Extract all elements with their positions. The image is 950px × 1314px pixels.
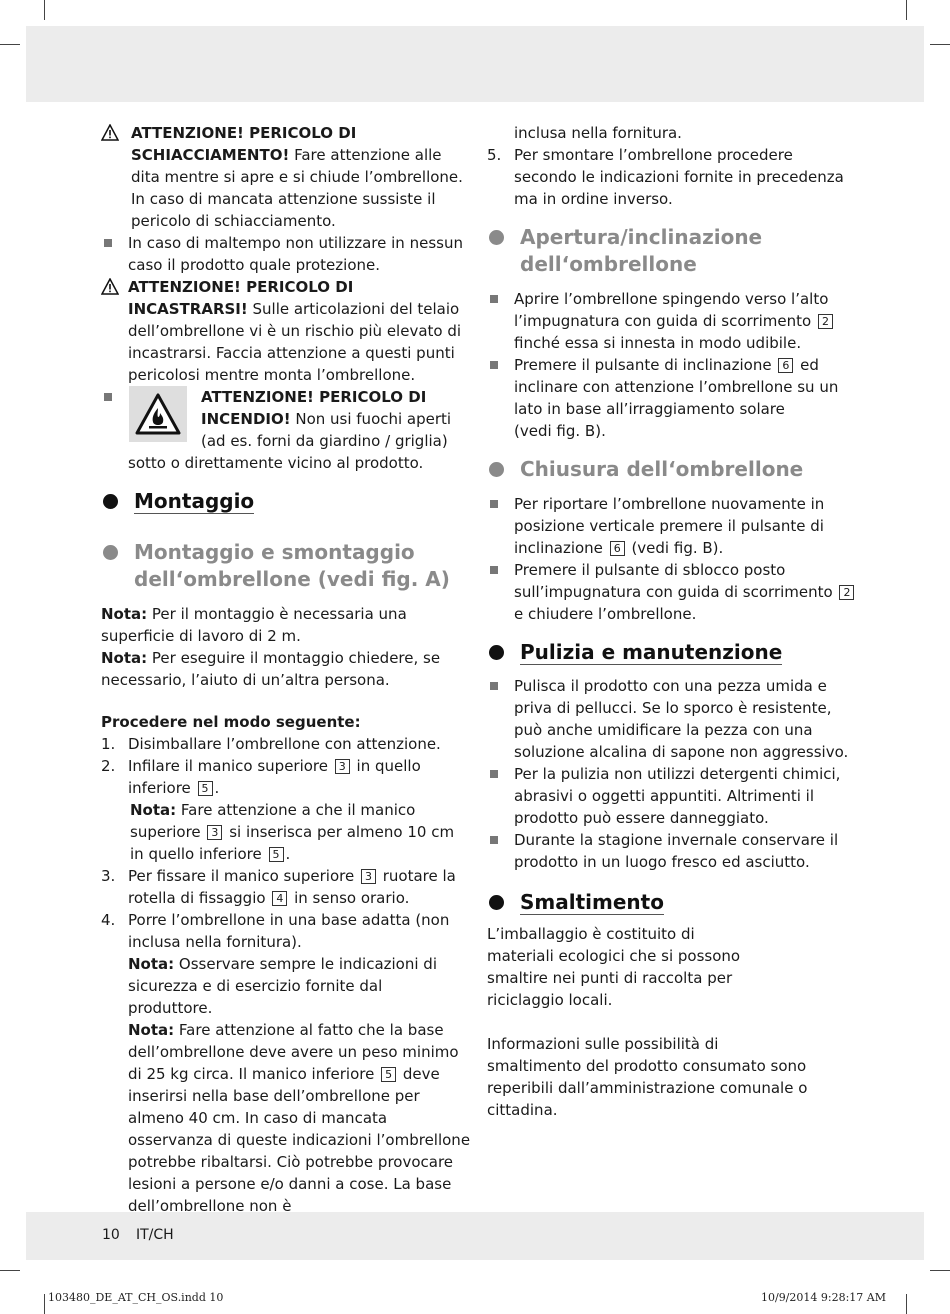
notes-block: Nota: Per il montaggio è necessaria una superficie di lavoro di 2 m. Nota: Per eseguire il montaggio chiedere, se necessario, l’aiuto di un’altra persona. — [101, 605, 441, 689]
heading-montaggio-smontaggio: Montaggio e smontaggio dell‘ombrellone (vedi fig. A) — [101, 539, 471, 593]
left-column — [101, 122, 471, 1217]
bullet-close: Premere il pulsante di sblocco posto sull’impugnatura con guida di scorrimento 2 e chiudere l’ombrellone. — [487, 559, 857, 625]
step-3: 3. Per fissare il manico superiore 3 ruotare la rotella di fissaggio 4 in senso orario. — [101, 867, 456, 907]
warning-crush-text: ATTENZIONE! PERICOLO DI SCHIACCIAMENTO! Fare attenzione alle dita mentre si apre e si chiude l’ombrellone. In caso di mancata attenzione sussiste il pericolo di schiacciamento. — [131, 124, 463, 230]
bullet-clean-1: Pulisca il prodotto con una pezza umida e priva di pellucci. Se lo sporco è resistente, può anche umidificare la pezza con una soluzione alcalina di sapone non aggressivo. — [487, 675, 857, 763]
bullet-dot-icon — [489, 230, 504, 245]
procedure-heading: Procedere nel modo seguente: — [101, 713, 361, 731]
bullet-open: Aprire l’ombrellone spingendo verso l’alto l’impugnatura con guida di scorrimento 2 finché essa si innesta in modo udibile. — [487, 288, 857, 354]
warning-fire: ATTENZIONE! PERICOLO DI INCENDIO! Non usi fuochi aperti (ad es. forni da giardino / griglia) sotto o direttamente vicino al prodotto. — [101, 386, 471, 474]
square-bullet-icon — [490, 682, 498, 690]
square-bullet-icon — [490, 500, 498, 508]
square-bullet-icon — [490, 295, 498, 303]
disposal-text-1: L’imballaggio è costituito di materiali ecologici che si possono smaltire nei punti di raccolta per riciclaggio locali. — [487, 925, 741, 1009]
bullet-clean-2: Per la pulizia non utilizzi detergenti chimici, abrasivi o oggetti appuntiti. Altrimenti il prodotto può essere danneggiato. — [487, 763, 857, 829]
language-code: IT/CH — [136, 1227, 174, 1243]
warning-trap-text: ATTENZIONE! PERICOLO DI INCASTRARSI! Sulle articolazioni del telaio dell’ombrellone vi è un rischio più elevato di incastrarsi. Faccia attenzione a questi punti pericolosi mentre monta l’ombrellone. — [128, 278, 462, 384]
crop-mark — [930, 1270, 950, 1271]
heading-pulizia: Pulizia e manutenzione — [487, 639, 857, 665]
right-column — [487, 122, 857, 1121]
warning-trap — [101, 276, 471, 386]
step-1: 1. Disimballare l’ombrellone con attenzione. — [101, 735, 441, 753]
file-slug: 103480_DE_AT_CH_OS.indd 10 — [48, 1291, 224, 1304]
square-bullet-icon — [104, 393, 112, 401]
crop-mark — [0, 1270, 20, 1271]
crop-mark — [0, 44, 20, 45]
bullet-dot-icon — [103, 494, 118, 509]
square-bullet-icon — [490, 566, 498, 574]
bullet-dot-icon — [489, 645, 504, 660]
disposal-text-2: Informazioni sulle possibilità di smaltimento del prodotto consumato sono reperibili dall’amministrazione comunale o cittadina. — [487, 1035, 808, 1119]
crop-mark — [906, 1294, 907, 1314]
step-4: 4. Porre l’ombrellone in una base adatta (non inclusa nella fornitura). Nota: Osservare sempre le indicazioni di sicurezza e di esercizio fornite dal produttore. Nota: Fare attenzione al fatto che la base dell’ombrellone deve avere un peso minimo di 25 kg circa. Il manico inferiore 5 deve inserirsi nella base dell’ombrellone per almeno 40 cm. In caso di mancata osservanza di queste indicazioni l’ombrellone potrebbe ribaltarsi. Ciò potrebbe provocare lesioni a persone e/o danni a cose. La base dell’ombrellone non è — [101, 911, 471, 1215]
page-number: 10 — [102, 1227, 120, 1243]
bullet-clean-3: Durante la stagione invernale conservare il prodotto in un luogo fresco ed asciutto. — [487, 829, 857, 873]
step-5: 5. Per smontare l’ombrellone procedere secondo le indicazioni fornite in precedenza ma in ordine inverso. — [487, 146, 844, 208]
bullet-upright: Per riportare l’ombrellone nuovamente in posizione verticale premere il pulsante di inclinazione 6 (vedi fig. B). — [487, 493, 857, 559]
bullet-bad-weather: In caso di maltempo non utilizzare in nessun caso il prodotto quale protezione. — [101, 232, 471, 276]
bullet-dot-icon — [103, 545, 118, 560]
heading-smaltimento: Smaltimento — [487, 889, 857, 915]
warning-triangle-icon — [101, 278, 119, 295]
warning-crush — [101, 122, 471, 232]
heading-chiusura: Chiusura dell‘ombrellone — [487, 456, 857, 483]
crop-mark — [44, 1294, 45, 1314]
header-band — [26, 26, 924, 102]
bullet-tilt: Premere il pulsante di inclinazione 6 ed inclinare con attenzione l’ombrellone su un lato in base all’irraggiamento solare (vedi fig. B). — [487, 354, 857, 442]
crop-mark — [44, 0, 45, 20]
fire-warning-box — [129, 386, 187, 442]
crop-mark — [930, 44, 950, 45]
heading-apertura: Apertura/inclinazione dell‘ombrellone — [487, 224, 857, 278]
bullet-dot-icon — [489, 895, 504, 910]
fire-warning-icon — [129, 386, 187, 442]
step-2: 2. Infilare il manico superiore 3 in quello inferiore 5 . Nota: Fare attenzione a che il manico superiore 3 si inserisca per almeno 10 cm in quello inferiore 5 . — [101, 757, 455, 863]
heading-montaggio: Montaggio — [101, 488, 471, 514]
crop-mark — [906, 0, 907, 20]
date-slug: 10/9/2014 9:28:17 AM — [760, 1291, 886, 1304]
bullet-dot-icon — [489, 462, 504, 477]
square-bullet-icon — [490, 361, 498, 369]
square-bullet-icon — [490, 836, 498, 844]
square-bullet-icon — [104, 239, 112, 247]
square-bullet-icon — [490, 770, 498, 778]
warning-triangle-icon — [101, 124, 119, 141]
step-4-continued: inclusa nella fornitura. — [514, 124, 682, 142]
